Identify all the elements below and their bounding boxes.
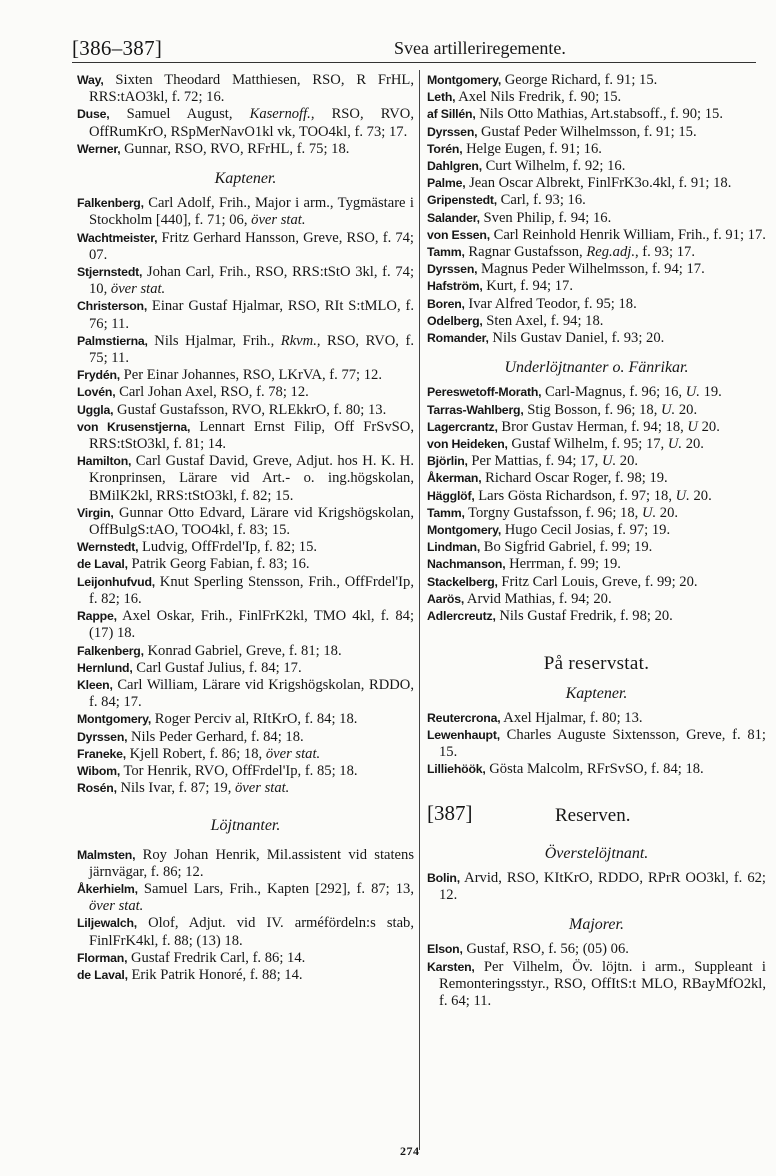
roster-entry: Malmsten, Roy Johan Henrik, Mil.assistent vid statens järnvägar, f. 86; 12. bbox=[77, 846, 414, 880]
roster-entry: Lagercrantz, Bror Gustav Herman, f. 94; 18, U 20. bbox=[427, 418, 720, 435]
roster-entry: Florman, Gustaf Fredrik Carl, f. 86; 14. bbox=[77, 949, 306, 966]
entry-surname: von Krusenstjerna, bbox=[77, 419, 191, 434]
entry-surname: Åkerman, bbox=[427, 471, 482, 486]
entry-surname: Lewenhaupt, bbox=[427, 727, 500, 742]
roster-entry: Falkenberg, Carl Adolf, Frih., Major i arm., Tygmästare i Stockholm [440], f. 71; 06, över stat. bbox=[77, 195, 414, 229]
entry-surname: von Essen, bbox=[427, 227, 490, 242]
roster-entry: Rappe, Axel Oskar, Frih., FinlFrK2kl, TMO 4kl, f. 84; (17) 18. bbox=[77, 608, 414, 642]
roster-entry: Duse, Samuel August, Kasernoff., RSO, RVO, OffRumKrO, RSpMerNavO1kl vk, TOO4kl, f. 73; 17. bbox=[77, 106, 414, 140]
roster-entry: Lewenhaupt, Charles Auguste Sixtensson, Greve, f. 81; 15. bbox=[427, 726, 766, 761]
entry-surname: de Laval, bbox=[77, 557, 128, 572]
roster-entry: Wachtmeister, Fritz Gerhard Hansson, Greve, RSO, f. 74; 07. bbox=[77, 229, 414, 263]
roster-entry: Lovén, Carl Johan Axel, RSO, f. 78; 12. bbox=[77, 384, 309, 401]
entry-surname: Duse, bbox=[77, 107, 110, 122]
roster-entry: Palme, Jean Oscar Albrekt, FinlFrK3o.4kl, f. 91; 18. bbox=[427, 175, 732, 192]
entry-surname: Romander, bbox=[427, 331, 489, 346]
roster-entry: Elson, Gustaf, RSO, f. 56; (05) 06. bbox=[427, 941, 629, 958]
entry-surname: Dyrssen, bbox=[427, 124, 478, 139]
entry-surname: Tarras-Wahlberg, bbox=[427, 402, 524, 417]
entry-surname: Leth, bbox=[427, 90, 456, 105]
entry-surname: Stjernstedt, bbox=[77, 265, 143, 280]
entry-rank: Rkvm. bbox=[280, 332, 317, 349]
roster-entry: Aarös, Arvid Mathias, f. 94; 20. bbox=[427, 590, 612, 607]
entry-surname: Hernlund, bbox=[77, 660, 133, 675]
roster-entry: Montgomery, George Richard, f. 91; 15. bbox=[427, 72, 658, 88]
roster-entry: Wibom, Tor Henrik, RVO, OffFrdel'Ip, f. 85; 18. bbox=[77, 762, 358, 779]
entry-note: U. bbox=[601, 453, 617, 470]
right-column bbox=[427, 72, 766, 1010]
roster-entry: Werner, Gunnar, RSO, RVO, RFrHL, f. 75; 18. bbox=[77, 140, 350, 157]
entry-surname: Stackelberg, bbox=[427, 574, 498, 589]
entry-surname: Bolin, bbox=[427, 870, 460, 885]
entry-surname: Wibom, bbox=[77, 763, 121, 778]
entry-surname: Nachmanson, bbox=[427, 557, 506, 572]
roster-entry: Stjernstedt, Johan Carl, Frih., RSO, RRS:tStO 3kl, f. 74; 10, över stat. bbox=[77, 264, 414, 298]
entry-surname: Rosén, bbox=[77, 781, 117, 796]
entry-surname: Aarös, bbox=[427, 591, 465, 606]
entry-surname: Frydén, bbox=[77, 368, 121, 383]
heading-lojtnanter: Löjtnanter. bbox=[210, 817, 281, 835]
column-divider bbox=[419, 70, 420, 1150]
roster-entry: Montgomery, Roger Perciv al, RItKrO, f. 84; 18. bbox=[77, 711, 358, 728]
entry-surname: Lovén, bbox=[77, 385, 116, 400]
entries-top-left bbox=[77, 72, 414, 158]
entry-surname: Hafström, bbox=[427, 279, 483, 294]
entry-surname: Falkenberg, bbox=[77, 643, 144, 658]
roster-entry: Hägglöf, Lars Gösta Richardson, f. 97; 18, U. 20. bbox=[427, 487, 712, 504]
entry-surname: Pereswetoff-Morath, bbox=[427, 385, 542, 400]
page-number: 274 bbox=[400, 1144, 420, 1158]
entry-surname: Montgomery, bbox=[427, 523, 502, 538]
roster-entry: Adlercreutz, Nils Gustaf Fredrik, f. 98; 20. bbox=[427, 608, 673, 625]
entry-note: U bbox=[687, 418, 698, 435]
roster-entry: Palmstierna, Nils Hjalmar, Frih., Rkvm., RSO, RVO, f. 75; 11. bbox=[77, 332, 414, 367]
entry-surname: Christerson, bbox=[77, 299, 148, 314]
roster-entry: Dahlgren, Curt Wilhelm, f. 92; 16. bbox=[427, 158, 626, 175]
roster-entry: Stackelberg, Fritz Carl Louis, Greve, f. 99; 20. bbox=[427, 573, 698, 590]
entry-surname: Dyrssen, bbox=[427, 262, 478, 277]
running-title: Svea artilleriregemente. bbox=[394, 38, 566, 58]
entry-surname: Uggla, bbox=[77, 402, 114, 417]
entry-surname: Reutercrona, bbox=[427, 710, 501, 725]
roster-entry: Bolin, Arvid, RSO, KItKrO, RDDO, RPrR OO3kl, f. 62; 12. bbox=[427, 869, 766, 903]
roster-entry: Leijonhufvud, Knut Sperling Stensson, Frih., OffFrdel'Ip, f. 82; 16. bbox=[77, 573, 414, 607]
left-column bbox=[77, 72, 414, 984]
roster-entry: Boren, Ivar Alfred Teodor, f. 95; 18. bbox=[427, 295, 637, 312]
roster-entry: Uggla, Gustaf Gustafsson, RVO, RLEkkrO, f. 80; 13. bbox=[77, 401, 387, 418]
entry-surname: Adlercreutz, bbox=[427, 609, 496, 624]
roster-entry: Björlin, Per Mattias, f. 94; 17, U. 20. bbox=[427, 453, 639, 470]
entry-surname: Hägglöf, bbox=[427, 488, 475, 503]
entry-surname: Odelberg, bbox=[427, 313, 483, 328]
roster-entry: Tarras-Wahlberg, Stig Bosson, f. 96; 18, U. 20. bbox=[427, 401, 698, 418]
entry-rank: Reg.adj. bbox=[586, 244, 635, 261]
entry-surname: Palme, bbox=[427, 176, 466, 191]
roster-entry: Åkerhielm, Samuel Lars, Frih., Kapten [292], f. 87; 13, över stat. bbox=[77, 880, 414, 915]
roster-entry: Virgin, Gunnar Otto Edvard, Lärare vid Krigshögskolan, OffBulgS:tAO, TOO4kl, f. 83; 15. bbox=[77, 504, 414, 539]
entry-surname: Lagercrantz, bbox=[427, 419, 498, 434]
heading-underlojtnanter: Underlöjtnanter o. Fänrikar. bbox=[504, 359, 689, 377]
page-header bbox=[72, 36, 756, 63]
roster-entry: Hamilton, Carl Gustaf David, Greve, Adjut. hos H. K. H. Kronprinsen, Lärare vid Art.- o. ing.högskolan, BMilK2kl, RRS:tStO3kl, f. 82; 15. bbox=[77, 453, 414, 504]
entry-surname: Salander, bbox=[427, 210, 480, 225]
roster-entry: Christerson, Einar Gustaf Hjalmar, RSO, RIt S:tMLO, f. 76; 11. bbox=[77, 298, 414, 332]
roster-entry: Way, Sixten Theodard Matthiesen, RSO, R FrHL, RRS:tAO3kl, f. 72; 16. bbox=[77, 72, 414, 106]
entry-note: U. bbox=[667, 436, 683, 453]
roster-entry: Leth, Axel Nils Fredrik, f. 90; 15. bbox=[427, 89, 622, 106]
roster-entry: von Krusenstjerna, Lennart Ernst Filip, Off FrSvSO, RRS:tStO3kl, f. 81; 14. bbox=[77, 418, 414, 453]
roster-entry: Salander, Sven Philip, f. 94; 16. bbox=[427, 209, 612, 226]
entry-surname: Liljewalch, bbox=[77, 916, 137, 931]
roster-entry: Reutercrona, Axel Hjalmar, f. 80; 13. bbox=[427, 709, 643, 726]
entry-note: över stat. bbox=[235, 780, 290, 797]
reserve-title: Reserven. bbox=[555, 804, 631, 826]
entry-note: över stat. bbox=[89, 898, 144, 915]
entry-surname: Malmsten, bbox=[77, 847, 136, 862]
entry-surname: Karsten, bbox=[427, 959, 475, 974]
entries-underlojtnanter bbox=[427, 384, 766, 625]
roster-entry: Falkenberg, Konrad Gabriel, Greve, f. 81; 18. bbox=[77, 642, 342, 659]
roster-entry: Hafström, Kurt, f. 94; 17. bbox=[427, 278, 574, 295]
roster-entry: Liljewalch, Olof, Adjut. vid IV. arméfördeln:s stab, FinlFrK4kl, f. 88; (13) 18. bbox=[77, 915, 414, 949]
entry-surname: Dyrssen, bbox=[77, 729, 128, 744]
entry-surname: Wernstedt, bbox=[77, 540, 139, 555]
entry-surname: Kleen, bbox=[77, 677, 113, 692]
roster-entry: Rosén, Nils Ivar, f. 87; 19, över stat. bbox=[77, 780, 290, 797]
entry-note: över stat. bbox=[251, 212, 306, 229]
entry-surname: Åkerhielm, bbox=[77, 881, 138, 896]
roster-entry: Frydén, Per Einar Johannes, RSO, LKrVA, f. 77; 12. bbox=[77, 367, 383, 384]
entry-note: U. bbox=[641, 504, 657, 521]
entries-overstelojtnant bbox=[427, 870, 766, 904]
entries-majorer bbox=[427, 941, 766, 1010]
heading-reservstat: På reservstat. bbox=[543, 653, 650, 675]
roster-entry: Åkerman, Richard Oscar Roger, f. 98; 19. bbox=[427, 470, 668, 487]
entry-note: över stat. bbox=[265, 745, 321, 762]
roster-entry: Pereswetoff-Morath, Carl-Magnus, f. 96; 16, U. 19. bbox=[427, 384, 722, 401]
reserve-header bbox=[427, 800, 766, 833]
roster-entry: Wernstedt, Ludvig, OffFrdel'Ip, f. 82; 15. bbox=[77, 539, 318, 556]
entry-surname: Way, bbox=[77, 73, 104, 87]
entry-surname: Boren, bbox=[427, 296, 465, 311]
entry-note: U. bbox=[675, 487, 690, 504]
roster-entry: Tamm, Torgny Gustafsson, f. 96; 18, U. 20. bbox=[427, 504, 679, 521]
reserve-page-ref: [387] bbox=[427, 800, 473, 825]
roster-entry: Tamm, Ragnar Gustafsson, Reg.adj., f. 93; 17. bbox=[427, 244, 695, 261]
entry-surname: Falkenberg, bbox=[77, 196, 144, 211]
entries-top-right bbox=[427, 72, 766, 347]
roster-entry: Hernlund, Carl Gustaf Julius, f. 84; 17. bbox=[77, 659, 302, 676]
entry-surname: Lilliehöök, bbox=[427, 762, 486, 777]
entry-surname: Tamm, bbox=[427, 245, 465, 260]
entry-surname: de Laval, bbox=[77, 967, 128, 982]
roster-entry: Dyrssen, Nils Peder Gerhard, f. 84; 18. bbox=[77, 728, 304, 745]
entries-reserv-kaptener bbox=[427, 710, 766, 779]
roster-entry: Torén, Helge Eugen, f. 91; 16. bbox=[427, 140, 602, 157]
entry-rank: Kasernoff. bbox=[249, 106, 311, 123]
entry-note: U. bbox=[661, 401, 676, 418]
entry-surname: Gripenstedt, bbox=[427, 193, 498, 208]
entry-surname: Montgomery, bbox=[427, 73, 502, 87]
entry-surname: Florman, bbox=[77, 950, 128, 965]
entry-surname: af Sillén, bbox=[427, 107, 476, 122]
page-range: [386–387] bbox=[72, 36, 163, 60]
entry-surname: Elson, bbox=[427, 942, 463, 957]
roster-entry: Romander, Nils Gustav Daniel, f. 93; 20. bbox=[427, 330, 665, 347]
heading-kaptener: Kaptener. bbox=[214, 170, 277, 188]
entries-kaptener bbox=[77, 195, 414, 797]
roster-entry: Dyrssen, Gustaf Peder Wilhelmsson, f. 91; 15. bbox=[427, 123, 697, 140]
entry-surname: von Heideken, bbox=[427, 437, 508, 452]
roster-entry: af Sillén, Nils Otto Mathias, Art.stabsoff., f. 90; 15. bbox=[427, 106, 723, 123]
entry-note: över stat. bbox=[110, 281, 166, 298]
entry-surname: Palmstierna, bbox=[77, 333, 148, 348]
roster-entry: von Essen, Carl Reinhold Henrik William, Frih., f. 91; 17. bbox=[427, 226, 766, 243]
heading-majorer: Majorer. bbox=[569, 916, 624, 934]
entry-surname: Dahlgren, bbox=[427, 159, 482, 174]
roster-entry: de Laval, Erik Patrik Honoré, f. 88; 14. bbox=[77, 966, 303, 983]
roster-entry: Franeke, Kjell Robert, f. 86; 18, över stat. bbox=[77, 745, 321, 762]
heading-reserv-kaptener: Kaptener. bbox=[565, 684, 628, 702]
entry-surname: Rappe, bbox=[77, 609, 117, 624]
roster-entry: Kleen, Carl William, Lärare vid Krigshögskolan, RDDO, f. 84; 17. bbox=[77, 676, 414, 711]
entry-surname: Hamilton, bbox=[77, 454, 132, 469]
entry-surname: Wachtmeister, bbox=[77, 230, 158, 245]
heading-overstelojtnant: Överstelöjtnant. bbox=[544, 844, 649, 862]
entry-surname: Torén, bbox=[427, 141, 463, 156]
entries-lojtnanter bbox=[77, 847, 414, 985]
entry-surname: Franeke, bbox=[77, 746, 126, 761]
entry-surname: Montgomery, bbox=[77, 712, 152, 727]
roster-entry: Lilliehöök, Gösta Malcolm, RFrSvSO, f. 84; 18. bbox=[427, 761, 704, 778]
entry-surname: Tamm, bbox=[427, 505, 465, 520]
entry-surname: Leijonhufvud, bbox=[77, 574, 156, 589]
roster-entry: Gripenstedt, Carl, f. 93; 16. bbox=[427, 192, 586, 209]
roster-entry: Lindman, Bo Sigfrid Gabriel, f. 99; 19. bbox=[427, 539, 653, 556]
roster-entry: Montgomery, Hugo Cecil Josias, f. 97; 19. bbox=[427, 522, 671, 539]
entry-surname: Werner, bbox=[77, 141, 121, 156]
roster-entry: Odelberg, Sten Axel, f. 94; 18. bbox=[427, 312, 604, 329]
roster-entry: Dyrssen, Magnus Peder Wilhelmsson, f. 94; 17. bbox=[427, 261, 705, 278]
entry-surname: Lindman, bbox=[427, 540, 481, 555]
roster-entry: de Laval, Patrik Georg Fabian, f. 83; 16. bbox=[77, 556, 310, 573]
roster-entry: von Heideken, Gustaf Wilhelm, f. 95; 17, U. 20. bbox=[427, 436, 704, 453]
entry-surname: Virgin, bbox=[77, 505, 114, 520]
entry-note: U. bbox=[685, 384, 700, 401]
roster-entry: Nachmanson, Herrman, f. 99; 19. bbox=[427, 556, 621, 573]
entry-surname: Björlin, bbox=[427, 454, 468, 469]
roster-entry: Karsten, Per Vilhelm, Öv. löjtn. i arm., Suppleant i Remonteringsstyr., RSO, OffItS:t MLO, RBayMfO2kl, f. 64; 11. bbox=[427, 958, 766, 1009]
